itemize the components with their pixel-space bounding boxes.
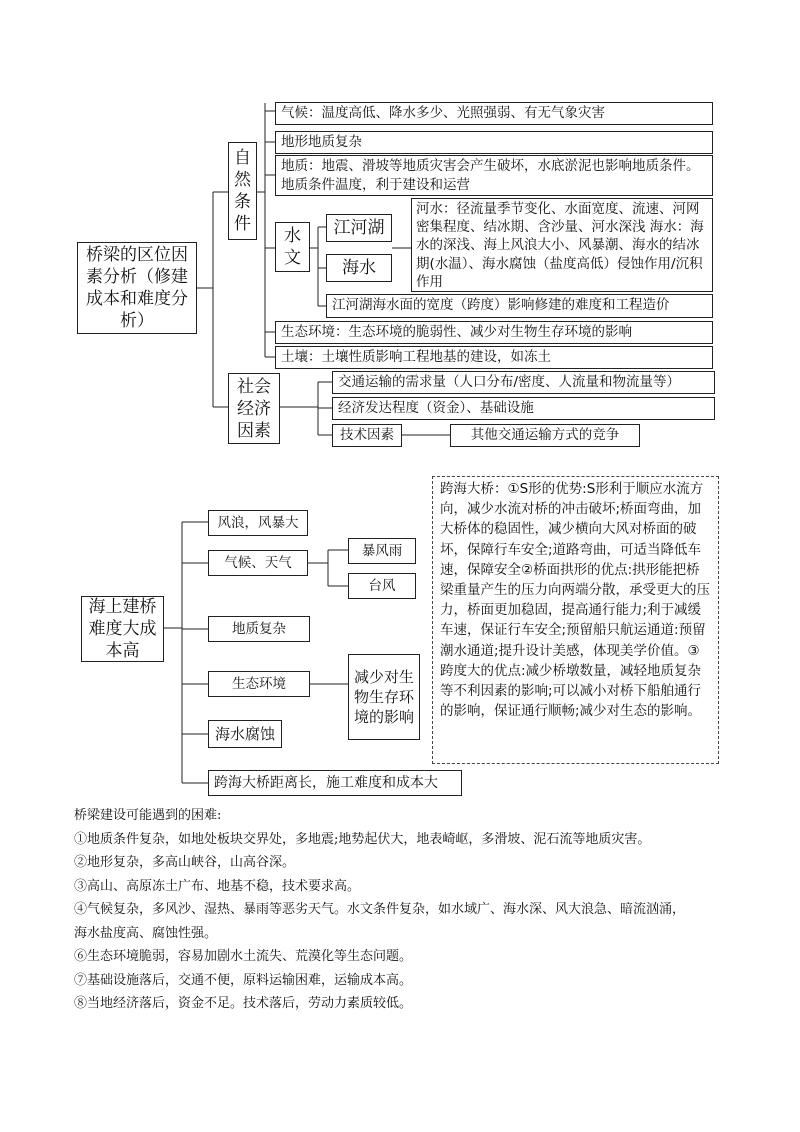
note-line-7: ⑦基础设施落后，交通不便，原料运输困难，运输成本高。 xyxy=(74,972,413,988)
corrosion-box: 海水腐蚀 xyxy=(208,720,282,748)
note-line-8: ⑧当地经济落后，资金不足。技术落后，劳动力素质较低。 xyxy=(74,996,413,1011)
note-line-6: ⑥生态环境脆弱，容易加剧水土流失、荒漠化等生态问题。 xyxy=(74,949,413,964)
hydro-detail-box: 河水：径流量季节变化、水面宽度、流速、河网密集程度、结冰期、含沙量、河水深浅 海水：海水的深浅、海上风浪大小、风暴潮、海水的结冰期(水温）、海水腐蚀（盐度高低）侵蚀作用/沉积作用 xyxy=(411,198,713,292)
note-line-2: ②地形复杂，多高山峡谷，山高谷深。 xyxy=(74,855,296,870)
note-line-4: ④气候复杂，多风沙、湿热、暴雨等恶劣天气。水文条件复杂，如水域广、海水深、风大浪急、暗流汹涌， xyxy=(74,902,686,917)
distance-box: 跨海大桥距离长，施工难度和成本大 xyxy=(208,770,462,796)
wind-box: 风浪，风暴大 xyxy=(208,510,308,536)
geology-box: 地质：地震、滑坡等地质灾害会产生破坏，水底淤泥也影响地质条件。地质条件温度，利于建设和运营 xyxy=(275,155,713,196)
storm-box: 暴风雨 xyxy=(348,538,416,564)
hydro-box: 水文 xyxy=(275,222,310,272)
river-lake-box: 江河湖 xyxy=(326,214,392,242)
width-note-box: 江河湖海水面的宽度（跨度）影响修建的难度和工程造价 xyxy=(326,294,713,318)
tech-box: 技术因素 xyxy=(332,424,402,447)
social-economic-box: 社会经济因素 xyxy=(228,373,280,444)
eco-box: 生态环境：生态环境的脆弱性、减少对生物生存环境的影响 xyxy=(275,321,713,344)
typhoon-box: 台风 xyxy=(348,573,416,599)
economy-box: 经济发达程度（资金）、基础设施 xyxy=(332,397,715,420)
notes-title: 桥梁建设可能遇到的困难: xyxy=(74,808,222,823)
note-line-4-cont: 海水盐度高、腐蚀性强。 xyxy=(74,925,218,941)
d1-root: 桥梁的区位因素分析（修建成本和难度分析） xyxy=(77,242,197,334)
d2-root: 海上建桥难度大成本高 xyxy=(81,596,164,662)
traffic-demand-box: 交通运输的需求量（人口分布/密度、人流量和物流量等） xyxy=(332,371,715,394)
bridge-note: 跨海大桥：①S形的优势:S形利于顺应水流方向，减少水流对桥的冲击破坏;桥面弯曲，加大桥体的稳固性，减少横向大风对桥面的破坏，保障行车安全;道路弯曲，可适当降低车速，保障安全②桥面拱形的优点:拱形能把桥梁重量产生的压力向两端分散，承受更大的压力，桥面更加稳固，提高通行能力;利于减缓车速，保证行车安全;预留船只航运通道:预留潮水通道;提升设计美感，体现美学价值。③跨度大的优点:减少桥墩数量，减轻地质复杂等不利因素的影响;可以减小对桥下船舶通行的影响，保证通行顺畅;减少对生态的影响。 xyxy=(432,476,719,764)
eco2-box: 生态环境 xyxy=(208,671,310,697)
soil-box: 土壤：土壤性质影响工程地基的建设，如冻土 xyxy=(275,346,713,369)
note-line-3: ③高山、高原冻土广布、地基不稳，技术要求高。 xyxy=(74,878,361,894)
note-line-1: ①地质条件复杂，如地处板块交界处，多地震;地势起伏大，地表崎岖，多滑坡、泥石流等地质灾害。 xyxy=(74,831,651,847)
difficulties-notes xyxy=(74,804,774,1016)
climate-box: 气候：温度高低、降水多少、光照强弱、有无气象灾害 xyxy=(275,102,713,125)
competition-box: 其他交通运输方式的竞争 xyxy=(450,424,640,447)
terrain-box: 地形地质复杂 xyxy=(275,131,713,154)
weather-box: 气候、天气 xyxy=(208,550,308,576)
sea-box: 海水 xyxy=(326,254,392,282)
geo-box: 地质复杂 xyxy=(208,616,310,642)
eco-effect-box: 减少对生物生存环境的影响 xyxy=(348,654,420,740)
natural-conditions: 自然条件 xyxy=(228,142,257,240)
